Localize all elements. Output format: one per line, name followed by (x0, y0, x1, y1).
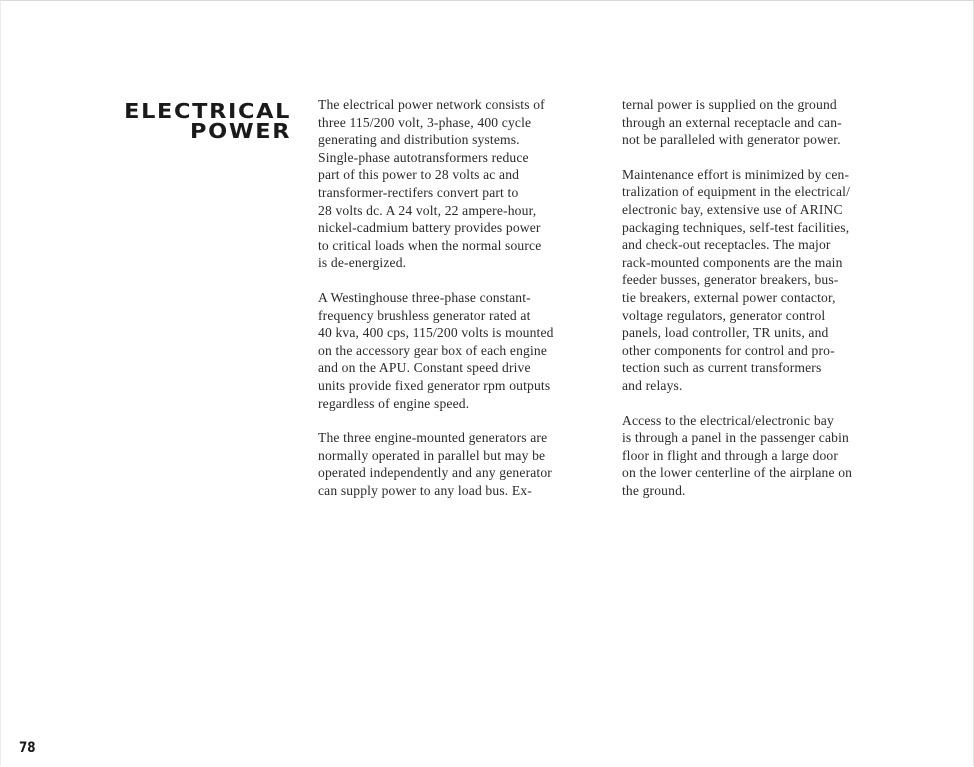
text-line: ternal power is supplied on the ground (622, 97, 837, 112)
text-line: units provide fixed generator rpm outputs (318, 377, 551, 393)
text-line: and relays. (622, 377, 683, 393)
text-line: feeder busses, generator breakers, bus- (622, 272, 839, 288)
text-line: three 115/200 volt, 3-phase, 400 cycle (318, 114, 532, 130)
text-line: frequency brushless generator rated at (318, 307, 531, 323)
text-line: can supply power to any load bus. Ex- (318, 482, 532, 498)
heading-line-2: POWER (189, 119, 291, 143)
text-line: 40 kva, 400 cps, 115/200 volts is mounted (318, 325, 554, 341)
text-line: tection such as current transformers (622, 360, 822, 376)
text-line: the ground. (622, 482, 686, 498)
page-number: 78 (19, 740, 36, 756)
paragraph-parallel-operation (318, 429, 554, 499)
text-line: tie breakers, external power contactor, (622, 289, 836, 305)
text-line: Maintenance effort is minimized by cen- (622, 166, 850, 182)
text-line: The three engine-mounted generators are (318, 430, 548, 446)
text-line: is de-energized. (318, 255, 407, 271)
text-line: rack-mounted components are the main (622, 254, 843, 270)
text-column-right (622, 96, 852, 516)
text-line: electronic bay, extensive use of ARINC (622, 201, 843, 217)
section-heading (124, 101, 291, 141)
text-line: and on the APU. Constant speed drive (318, 360, 531, 376)
text-line: through an external receptacle and can- (622, 114, 842, 130)
text-column-left (318, 96, 554, 516)
text-line: normally operated in parallel but may be (318, 447, 546, 463)
text-line: other components for control and pro- (622, 342, 835, 358)
text-line: 28 volts dc. A 24 volt, 22 ampere-hour, (318, 202, 537, 218)
heading-line-1: ELECTRICAL (123, 99, 291, 123)
text-line: tralization of equipment in the electrical/ (622, 184, 851, 200)
text-line: and check-out receptacles. The major (622, 237, 831, 253)
text-line: is through a panel in the passenger cabin (622, 430, 849, 446)
text-line: on the lower centerline of the airplane on (622, 465, 853, 481)
text-line: regardless of engine speed. (318, 395, 470, 411)
paragraph-generator (318, 289, 554, 412)
text-line: not be paralleled with generator power. (622, 132, 841, 148)
text-line: Access to the electrical/electronic bay (622, 412, 834, 428)
paragraph-bay-access (622, 412, 852, 500)
text-line: voltage regulators, generator control (622, 307, 826, 323)
text-line: packaging techniques, self-test facilities, (622, 219, 850, 235)
text-line: part of this power to 28 volts ac and (318, 167, 520, 183)
text-line: to critical loads when the normal source (318, 237, 542, 253)
text-line: panels, load controller, TR units, and (622, 325, 829, 341)
text-line: floor in flight and through a large door (622, 447, 839, 463)
text-line: transformer-rectifers convert part to (318, 184, 519, 200)
text-line: operated independently and any generator (318, 465, 552, 481)
text-line: on the accessory gear box of each engine (318, 342, 548, 358)
paragraph-power-network (318, 96, 554, 272)
paragraph-maintenance (622, 166, 852, 395)
text-line: generating and distribution systems. (318, 132, 520, 148)
text-line: The electrical power network consists of (318, 97, 545, 112)
paragraph-external-power (622, 96, 852, 149)
text-line: A Westinghouse three-phase constant- (318, 289, 531, 305)
text-line: nickel-cadmium battery provides power (318, 220, 541, 236)
text-line: Single-phase autotransformers reduce (318, 149, 529, 165)
